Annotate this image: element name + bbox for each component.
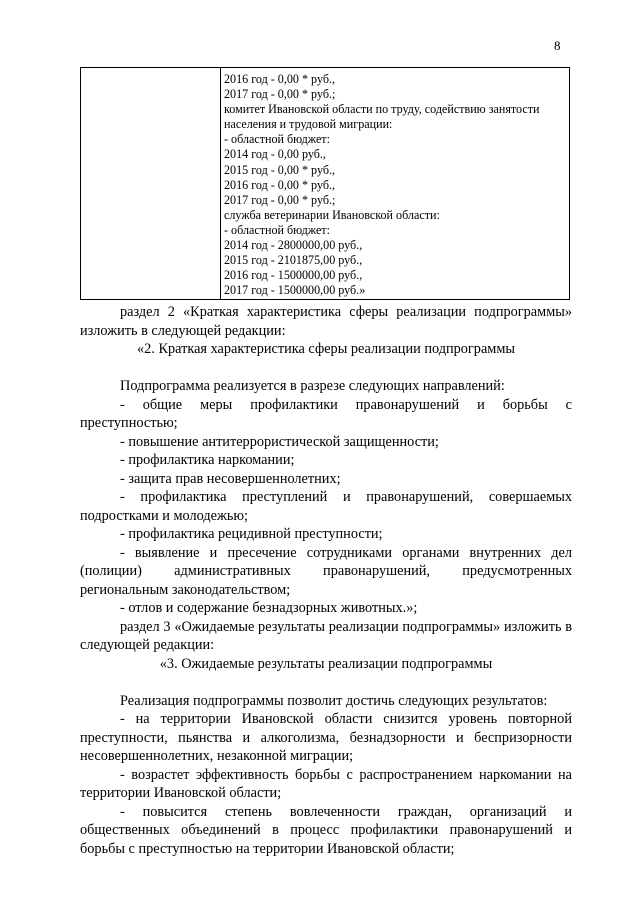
section2-lead: Подпрограмма реализуется в разрезе следующих направлений:	[120, 378, 505, 394]
list-item: - отлов и содержание безнадзорных животных.»;	[120, 600, 418, 616]
list-item: - возрастет эффективность борьбы с распространением наркомании на территории Ивановской области;	[80, 766, 572, 801]
section3-intro: раздел 3 «Ожидаемые результаты реализации подпрограммы» изложить в следующей редакции:	[80, 618, 572, 653]
list-item: - на территории Ивановской области снизится уровень повторной преступности, пьянства и алкоголизма, безнадзорности и беспризорности несовершеннолетних, незаконной миграции;	[80, 711, 572, 764]
table-line: 2017 год - 1500000,00 руб.»	[224, 283, 366, 298]
list-item: - повышение антитеррористической защищенности;	[120, 433, 439, 450]
table-line: - областной бюджет:	[224, 222, 330, 237]
list-item: - профилактика рецидивной преступности;	[120, 526, 383, 542]
table-line: 2017 год - 0,00 * руб.;	[224, 192, 336, 207]
list-item: - повысится степень вовлеченности граждан, организаций и общественных объединений в процесс профилактики правонарушений и борьбы с преступностью на территории Ивановской области;	[80, 803, 572, 857]
table-line: 2016 год - 0,00 * руб.,	[224, 177, 336, 192]
table-line: комитет Ивановской области по труду, содействию занятости	[224, 102, 540, 117]
section2-heading: «2. Краткая характеристика сферы реализации подпрограммы	[137, 341, 515, 357]
list-item: - выявление и пресечение сотрудниками органами внутренних дел (полиции) административных правонарушений, предусмотренных региональным законодательством;	[80, 544, 572, 598]
table-line: 2016 год - 1500000,00 руб.,	[224, 268, 363, 283]
list-item: - профилактика наркомании;	[120, 452, 295, 468]
table-right-cell	[221, 68, 569, 299]
table-line: 2015 год - 0,00 * руб.,	[224, 162, 336, 177]
table-left-cell	[81, 68, 221, 299]
table-line: - областной бюджет:	[224, 132, 330, 147]
section2-intro: раздел 2 «Краткая характеристика сферы реализации подпрограммы» изложить в следующей редакции:	[80, 304, 572, 339]
list-item: - общие меры профилактики правонарушений и борьбы с преступностью;	[80, 396, 572, 431]
table-line: 2015 год - 2101875,00 руб.,	[224, 253, 363, 268]
list-item: - профилактика преступлений и правонарушений, совершаемых подростками и молодежью;	[80, 489, 572, 524]
section3-heading: «3. Ожидаемые результаты реализации подпрограммы	[159, 655, 493, 672]
page-number: 8	[554, 38, 561, 53]
funding-table	[80, 67, 570, 300]
table-line: 2014 год - 2800000,00 руб.,	[224, 238, 363, 253]
table-line: служба ветеринарии Ивановской области:	[224, 207, 440, 222]
list-item: - защита прав несовершеннолетних;	[120, 470, 341, 487]
section3-lead: Реализация подпрограммы позволит достичь следующих результатов:	[120, 692, 548, 709]
table-line: 2014 год - 0,00 руб.,	[224, 147, 326, 162]
table-line: 2017 год - 0,00 * руб.;	[224, 87, 336, 102]
document-body	[80, 303, 572, 858]
table-line: населения и трудовой миграции:	[224, 117, 393, 132]
table-line: 2016 год - 0,00 * руб.,	[224, 72, 336, 86]
